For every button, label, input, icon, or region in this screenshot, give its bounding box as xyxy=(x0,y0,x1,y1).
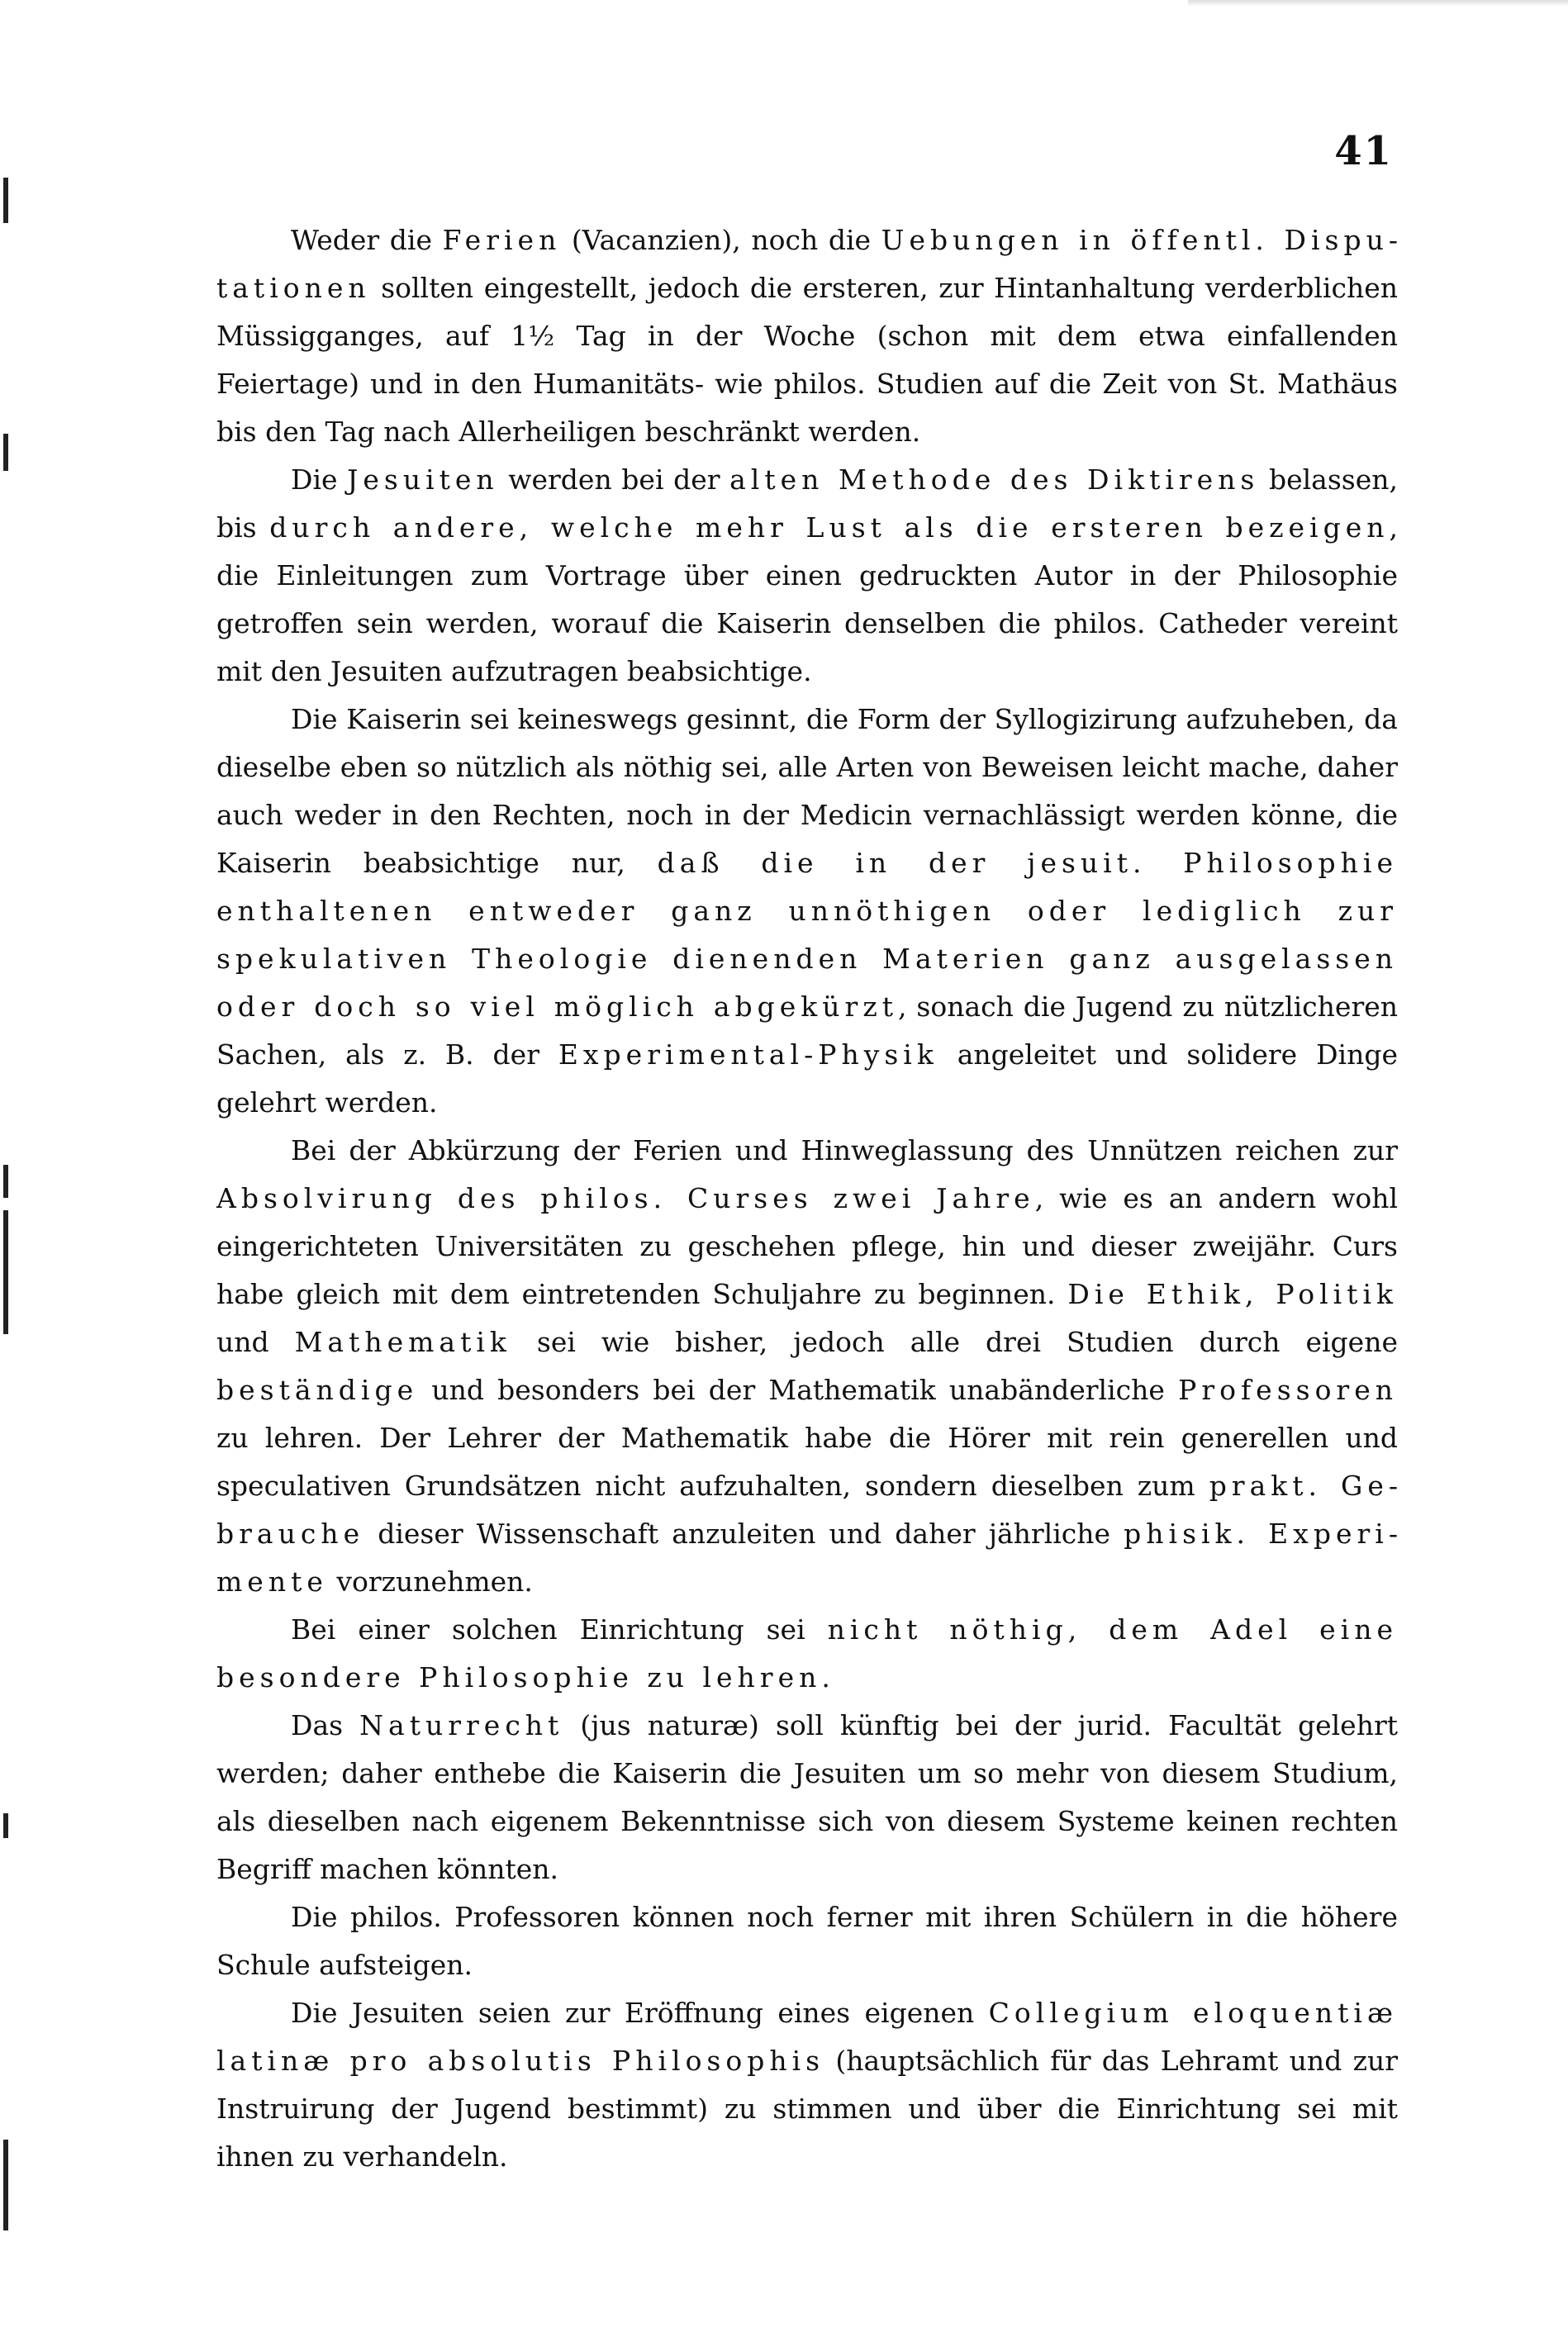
scan-edge-mark xyxy=(3,1165,8,1198)
text-run: werden bei der xyxy=(498,463,730,496)
text-run: Die Jesuiten seien zur Eröffnung eines eigenen xyxy=(291,1997,989,2029)
scan-edge-mark xyxy=(3,178,8,223)
paragraph xyxy=(216,1127,1398,1606)
text-run: Bei der Abkürzung der Ferien und Hinweglassung des Unnützen reichen zur xyxy=(291,1134,1398,1166)
spaced-emphasis-run: Jesuiten xyxy=(347,463,499,496)
text-run: vorzunehmen. xyxy=(327,1565,533,1598)
text-run: , sonach die Jugend zu nützlicheren Sachen, als z. B. der xyxy=(216,990,1398,1071)
scan-edge-mark xyxy=(3,1210,8,1334)
text-run: und xyxy=(216,1326,295,1358)
text-run: (jus naturæ) soll künftig bei der jurid. Facultät gelehrt werden; daher enthebe die Kaiserin die Jesuiten um so mehr von diesem Studium, als dieselben nach eigenem Bekenntnisse sich von diesem Systeme keinen rechten Begriff machen könnten. xyxy=(216,1709,1399,1885)
spaced-emphasis-run: Experimental-Physik xyxy=(558,1038,938,1071)
spaced-emphasis-run: Mathematik xyxy=(294,1326,511,1358)
spaced-emphasis-run: beständige xyxy=(216,1374,419,1406)
spaced-emphasis-run: phisik. Experimente xyxy=(216,1518,1398,1598)
text-run: dieser Wissenschaft anzuleiten und daher jährliche xyxy=(364,1518,1124,1550)
text-run: sollten eingestellt, jedoch die ersteren, zur Hintanhaltung verderblichen Müssigganges, auf 1½ Tag in der Woche (schon mit dem etwa einfallenden Feiertage) und in den Humanitäts- wie philos. Studien auf die Zeit von St. Mathäus bis den Tag nach Allerheiligen beschränkt werden. xyxy=(216,272,1398,448)
text-run: Das xyxy=(291,1709,360,1741)
text-run: belassen, bis xyxy=(216,463,1398,544)
spaced-emphasis-run: prakt. Gebrauche xyxy=(216,1470,1399,1550)
spaced-emphasis-run: Die Ethik, Politik xyxy=(1067,1278,1398,1310)
scan-edge-mark xyxy=(3,434,8,471)
scan-top-edge xyxy=(1188,0,1568,7)
text-run: zu lehren. Der Lehrer der Mathematik habe die Hörer mit rein generellen und speculativen Grundsätzen nicht aufzuhalten, sondern dieselben zum xyxy=(216,1422,1398,1502)
paragraph xyxy=(216,1893,1398,1989)
text-run: Die philos. Professoren können noch ferner mit ihren Schülern in die höhere Schule aufsteigen. xyxy=(216,1901,1398,1981)
spaced-emphasis-run: Naturrecht xyxy=(359,1709,564,1741)
text-run: , wie es an andern wohl eingerichteten Universitäten zu geschehen pflege, hin und dieser zweijähr. Curs habe gleich mit dem eintretenden Schuljahre zu beginnen. xyxy=(216,1182,1398,1310)
scan-edge-mark xyxy=(3,2140,8,2230)
text-run: (Vacanzien), noch die xyxy=(561,224,881,256)
spaced-emphasis-run: alten Methode des Diktirens xyxy=(729,463,1260,496)
text-run: und besonders bei der Mathematik unabänderliche xyxy=(418,1374,1179,1406)
text-run: (hauptsächlich für das Lehramt und zur Instruirung der Jugend bestimmt) zu stimmen und über die Einrichtung sei mit ihnen zu verhandeln. xyxy=(216,2045,1398,2173)
text-run: Bei einer solchen Einrichtung sei xyxy=(291,1613,828,1646)
paragraph xyxy=(216,456,1398,696)
spaced-emphasis-run: daß die in der jesuit. Philosophie enthaltenen entweder ganz unnöthigen oder lediglich zur spekulativen Theologie dienenden Materien ganz ausgelassen oder doch so viel möglich abgekürzt xyxy=(216,847,1398,1023)
page-number: 41 xyxy=(1334,128,1393,174)
spaced-emphasis-run: Collegium eloquentiæ latinæ pro absolutis Philosophis xyxy=(216,1997,1398,2077)
spaced-emphasis-run: nicht nöthig, dem Adel eine besondere Philosophie zu lehren. xyxy=(216,1613,1399,1694)
scan-left-edge xyxy=(0,0,17,2342)
paragraph xyxy=(216,216,1398,456)
paragraph xyxy=(216,1606,1398,1702)
spaced-emphasis-run: durch andere, welche mehr Lust als die ersteren bezeigen xyxy=(269,511,1390,544)
text-run: Weder die xyxy=(291,224,443,256)
spaced-emphasis-run: Professoren xyxy=(1178,1374,1398,1406)
text-run: Die Kaiserin sei keineswegs gesinnt, die Form der Syllogizirung aufzuheben, da dieselbe eben so nützlich als nöthig sei, alle Arten von Beweisen leicht mache, daher auch weder in den Rechten, noch in der Medicin vernachlässigt werden könne, die Kaiserin beabsichtige nur, xyxy=(216,703,1398,879)
text-run: angeleitet und solidere Dinge gelehrt werden. xyxy=(216,1038,1398,1119)
scan-edge-mark xyxy=(3,1813,8,1838)
spaced-emphasis-run: Ferien xyxy=(442,224,562,256)
paragraph xyxy=(216,696,1398,1127)
spaced-emphasis-run: Absolvirung des philos. Curses zwei Jahre xyxy=(216,1182,1035,1214)
text-run: , die Einleitungen zum Vortrage über einen gedruckten Autor in der Philosophie getroffen sein werden, worauf die Kaiserin denselben die philos. Catheder vereint mit den Jesuiten aufzutragen beabsichtige. xyxy=(216,511,1398,687)
body-text xyxy=(216,216,1398,2181)
paragraph xyxy=(216,1989,1398,2181)
text-run: sei wie bisher, jedoch alle drei Studien durch eigene xyxy=(511,1326,1398,1358)
spaced-emphasis-run: Uebungen in öffentl. Disputationen xyxy=(216,224,1398,304)
paragraph xyxy=(216,1702,1398,1893)
text-run: Die xyxy=(291,463,348,496)
